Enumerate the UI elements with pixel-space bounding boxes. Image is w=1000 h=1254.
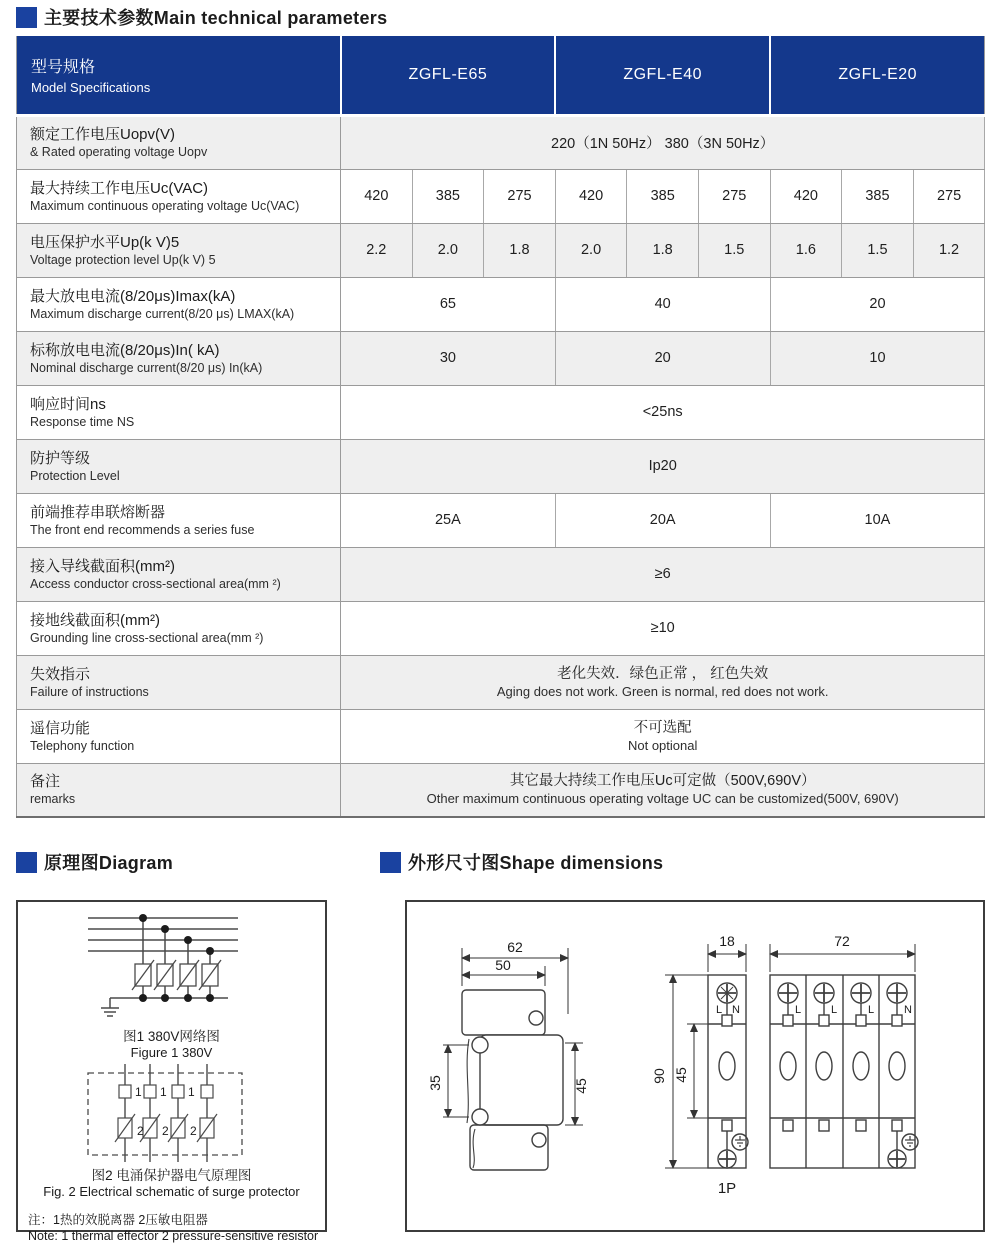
terminal-label-l: L [715, 1004, 723, 1016]
spec-value-cell: 1.5 [842, 223, 914, 277]
spec-label-cell: 电压保护水平Up(k V)5 Voltage protection level Up(k V) 5 [17, 223, 341, 277]
model-header-e40: ZGFL-E40 [555, 36, 770, 115]
table-row [17, 763, 985, 817]
table-row [17, 601, 985, 655]
dim-label-45: 45 [573, 1078, 589, 1094]
spec-value-cell: 2.0 [412, 223, 484, 277]
diagram-section-title [16, 849, 173, 875]
spec-value-cell: 1.8 [484, 223, 556, 277]
spec-label-cell: 防护等级 Protection Level [17, 439, 341, 493]
spec-label-cell: 接地线截面积(mm²) Grounding line cross-sectional area(mm ²) [17, 601, 341, 655]
model-header-e65: ZGFL-E65 [341, 36, 556, 115]
header-label-zh: 型号规格 [31, 59, 96, 77]
spec-table-body [17, 115, 985, 817]
circuit-figure2-svg [18, 1063, 325, 1163]
section-bullet-icon [16, 852, 37, 873]
diagram-note-en: Note: 1 thermal effector 2 pressure-sensitive resistor [28, 1229, 319, 1243]
figure1-caption-en: Figure 1 380V [130, 1045, 213, 1060]
table-row [17, 169, 985, 223]
dim-label-90: 90 [651, 1068, 667, 1084]
spec-value-cell: 30 [341, 331, 556, 385]
component-label-2: 2 [162, 1124, 169, 1138]
spec-value-cell: 20 [555, 331, 770, 385]
terminal-label-l1: L [794, 1004, 802, 1016]
spec-value-cell: 25A [341, 493, 556, 547]
spec-label-cell: 接入导线截面积(mm²) Access conductor cross-sectional area(mm ²) [17, 547, 341, 601]
dim-label-35: 35 [427, 1075, 443, 1091]
terminal-label-l2: L [830, 1004, 838, 1016]
table-row [17, 493, 985, 547]
spec-value-cell: 2.0 [555, 223, 627, 277]
spec-value-cell: ≥10 [341, 601, 985, 655]
spec-value-cell: 不可选配 Not optional [341, 709, 985, 763]
spec-label-cell: 备注 remarks [17, 763, 341, 817]
figure1-caption-zh: 图1 380V网络图 [123, 1029, 220, 1044]
table-row [17, 115, 985, 169]
terminal-label-n: N [732, 1004, 740, 1016]
spec-label-cell: 最大放电电流(8/20μs)Imax(kA) Maximum discharge current(8/20 μs) LMAX(kA) [17, 277, 341, 331]
circuit-figure1-svg [18, 902, 325, 1024]
spec-value-cell: 2.2 [341, 223, 413, 277]
figure2-caption-zh: 图2 电涌保护器电气原理图 [91, 1168, 252, 1183]
spec-value-cell: 其它最大持续工作电压Uc可定做（500V,690V） Other maximum continuous operating voltage UC can be customized(500V, 690V) [341, 763, 985, 817]
bottom-section [0, 849, 1000, 1254]
dim-label-50: 50 [495, 957, 511, 973]
table-row [17, 223, 985, 277]
spec-value-cell: 420 [341, 169, 413, 223]
spec-label-cell: 额定工作电压Uopv(V) & Rated operating voltage Uopv [17, 115, 341, 169]
component-label-1: 1 [188, 1085, 195, 1099]
shape-section-title [380, 849, 663, 875]
model-header-e20: ZGFL-E20 [770, 36, 985, 115]
spec-value-cell: 20A [555, 493, 770, 547]
spec-value-cell: 老化失效．绿色正常 ， 红色失效 Aging does not work. Green is normal, red does not work. [341, 655, 985, 709]
shape-drawing-svg [407, 902, 983, 1230]
table-row [17, 439, 985, 493]
spec-value-cell: 385 [412, 169, 484, 223]
section-bullet-icon [16, 7, 37, 28]
spec-label-cell: 响应时间ns Response time NS [17, 385, 341, 439]
spec-value-cell: 420 [555, 169, 627, 223]
shape-title-text: 外形尺寸图Shape dimensions [408, 853, 664, 873]
main-title-text: 主要技术参数Main technical parameters [44, 8, 388, 28]
table-row [17, 385, 985, 439]
spec-value-cell: <25ns [341, 385, 985, 439]
spec-value-cell: 1.8 [627, 223, 699, 277]
spec-label-cell: 前端推荐串联熔断器 The front end recommends a series fuse [17, 493, 341, 547]
spec-label-cell: 标称放电电流(8/20μs)In( kA) Nominal discharge current(8/20 μs) In(kA) [17, 331, 341, 385]
table-row [17, 709, 985, 763]
spec-value-cell: Ip20 [341, 439, 985, 493]
shape-dimensions-box [405, 900, 985, 1232]
table-header-row [17, 36, 985, 115]
table-row [17, 331, 985, 385]
spec-value-cell: 220（1N 50Hz） 380（3N 50Hz） [341, 115, 985, 169]
spec-value-cell: 1.5 [698, 223, 770, 277]
dim-label-18: 18 [719, 933, 735, 949]
spec-value-cell: 40 [555, 277, 770, 331]
diagram-note-zh: 注：1热的效脱离器 2压敏电阻器 [28, 1213, 208, 1227]
dim-label-72: 72 [834, 933, 850, 949]
header-label-en: Model Specifications [31, 80, 151, 96]
spec-value-cell: 20 [770, 277, 985, 331]
spec-value-cell: 65 [341, 277, 556, 331]
spec-value-cell: 1.6 [770, 223, 842, 277]
spec-value-cell: 1.2 [913, 223, 985, 277]
spec-value-cell: 275 [484, 169, 556, 223]
dim-label-45-body: 45 [673, 1067, 689, 1083]
page-title [16, 4, 387, 30]
diagram-title-text: 原理图Diagram [44, 853, 174, 873]
circuit-diagram-box [16, 900, 327, 1243]
spec-value-cell: 385 [842, 169, 914, 223]
spec-value-cell: ≥6 [341, 547, 985, 601]
spec-value-cell: 420 [770, 169, 842, 223]
spec-value-cell: 275 [698, 169, 770, 223]
section-bullet-icon [380, 852, 401, 873]
spec-value-cell: 275 [913, 169, 985, 223]
spec-label-cell: 最大持续工作电压Uc(VAC) Maximum continuous operating voltage Uc(VAC) [17, 169, 341, 223]
table-row [17, 547, 985, 601]
model-spec-header-cell [17, 36, 341, 115]
dim-label-62: 62 [507, 939, 523, 955]
figure2-caption-en: Fig. 2 Electrical schematic of surge protector [43, 1184, 300, 1199]
component-label-1: 1 [135, 1085, 142, 1099]
spec-label-cell: 遥信功能 Telephony function [17, 709, 341, 763]
spec-table [16, 36, 985, 818]
spec-value-cell: 10A [770, 493, 985, 547]
table-row [17, 655, 985, 709]
component-label-2: 2 [137, 1124, 144, 1138]
module-label-1p: 1P [717, 1180, 737, 1197]
component-label-1: 1 [160, 1085, 167, 1099]
component-label-2: 2 [190, 1124, 197, 1138]
terminal-label-n4: N [904, 1004, 912, 1016]
spec-label-cell: 失效指示 Failure of instructions [17, 655, 341, 709]
terminal-label-l3: L [867, 1004, 875, 1016]
spec-value-cell: 10 [770, 331, 985, 385]
table-row [17, 277, 985, 331]
spec-value-cell: 385 [627, 169, 699, 223]
